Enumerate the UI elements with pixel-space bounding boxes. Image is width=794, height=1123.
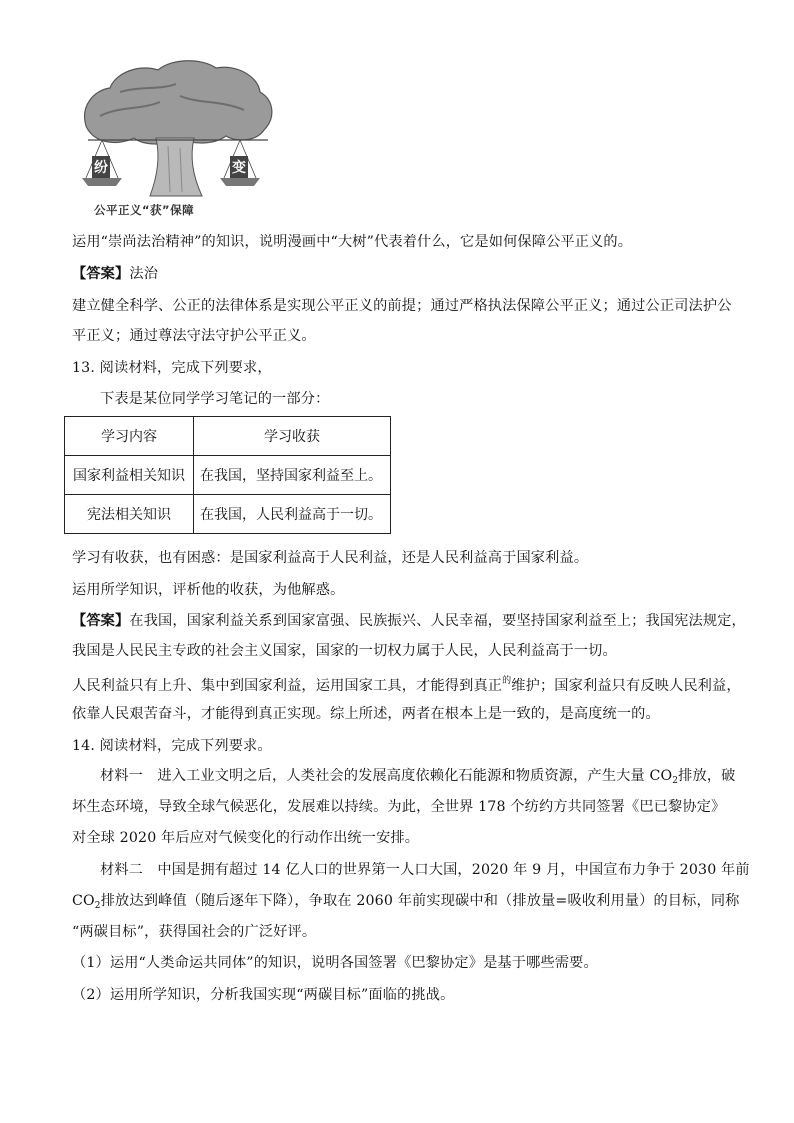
q13-answer-text: 在我国，国家利益关系到国家富强、民族振兴、人民幸福，要坚持国家利益至上；我国宪法规定， — [129, 613, 746, 629]
table-cell: 国家利益相关知识 — [65, 456, 194, 495]
tree-cartoon-image — [80, 56, 276, 222]
m2-co: CO — [72, 893, 95, 909]
q14-material1-line1 — [100, 766, 736, 788]
answer-tag: 【答案】 — [72, 266, 130, 282]
q14-material2-line1: 材料二 中国是拥有超过 14 亿人口的世界第一人口大国，2020 年 9 月，中国宣布力争于 2030 年前 — [100, 862, 750, 878]
left-figure-label: 纷 — [94, 160, 108, 176]
answer-tag: 【答案】 — [72, 613, 130, 629]
q14-heading: 14. 阅读材料，完成下列要求。 — [72, 738, 272, 754]
q13-heading: 13. 阅读材料，完成下列要求， — [72, 360, 272, 376]
table-cell: 在我国，坚持国家利益至上。 — [194, 456, 391, 495]
q14-material2-line3: “两碳目标”，获得国社会的广泛好评。 — [72, 924, 317, 940]
m1-text-a: 材料一 进入工业文明之后，人类社会的发展高度依赖化石能源和物质资源，产生大量 CO — [100, 768, 673, 784]
q12-answer-line2: 平正义；通过尊法守法守护公平正义。 — [72, 328, 316, 344]
q14-material2-line2 — [72, 891, 740, 913]
table-header-cell: 学习收获 — [194, 417, 391, 456]
q13-answer-line4: 依靠人民艰苦奋斗，才能得到真正实现。综上所述，两者在根本上是一致的，是高度统一的。 — [72, 706, 660, 722]
cartoon-caption: 公平正义“获”保障 — [94, 203, 195, 217]
tree-drawing — [80, 56, 276, 206]
q13-answer-line3b: 维护；国家利益只有反映人民利益， — [511, 678, 741, 694]
table-header-row — [65, 417, 391, 456]
q12-answer-line1: 建立健全科学、公正的法律体系是实现公平正义的前提；通过严格执法保障公平正义；通过公正司法护公 — [72, 298, 732, 314]
co2-subscript: 2 — [672, 776, 679, 786]
q14-subquestion-2: （2）运用所学知识，分析我国实现“两碳目标”面临的挑战。 — [72, 987, 455, 1003]
q13-answer-line3 — [72, 676, 741, 698]
co2-subscript: 2 — [94, 901, 101, 911]
table-header-cell: 学习内容 — [65, 417, 194, 456]
table-cell: 宪法相关知识 — [65, 495, 194, 534]
q13-answer-line3a: 人民利益只有上升、集中到国家利益，运用国家工具，才能得到真正 — [72, 678, 503, 694]
q13-confusion: 学习有收获，也有困惑：是国家利益高于人民利益，还是人民利益高于国家利益。 — [72, 550, 589, 566]
q13-answer-sup: 的 — [502, 676, 512, 686]
q13-task: 运用所学知识，评析他的收获，为他解惑。 — [72, 582, 345, 598]
q14-material1-line3: 对全球 2020 年后应对气候变化的行动作出统一安排。 — [72, 830, 420, 846]
q12-prompt: 运用“崇尚法治精神”的知识，说明漫画中“大树”代表着什么，它是如何保障公平正义的。 — [72, 234, 633, 250]
q14-subquestion-1: （1）运用“人类命运共同体”的知识，说明各国签署《巴黎协定》是基于哪些需要。 — [72, 955, 598, 971]
q14-material1-line2: 坏生态环境，导致全球气候恶化，发展难以持续。为此，全世界 178 个纺约方共同签署《巴已黎协定》 — [72, 799, 726, 815]
q12-answer — [72, 264, 158, 284]
table-row — [65, 456, 391, 495]
table-row — [65, 495, 391, 534]
m2-text-b: 排放达到峰值（随后逐年下降），争取在 2060 年前实现碳中和（排放量=吸收利用量）的目标，同称 — [100, 893, 740, 909]
q13-answer-line2: 我国是人民民主专政的社会主义国家，国家的一切权力属于人民，人民利益高于一切。 — [72, 643, 617, 659]
right-figure-label: 变 — [232, 160, 246, 176]
q13-intro: 下表是某位同学学习笔记的一部分： — [100, 391, 330, 407]
q12-answer-first: 法治 — [129, 266, 159, 282]
q13-answer-line1 — [72, 611, 746, 631]
study-notes-table — [64, 416, 391, 534]
m1-text-b: 排放，破 — [678, 768, 736, 784]
table-cell: 在我国，人民利益高于一切。 — [194, 495, 391, 534]
